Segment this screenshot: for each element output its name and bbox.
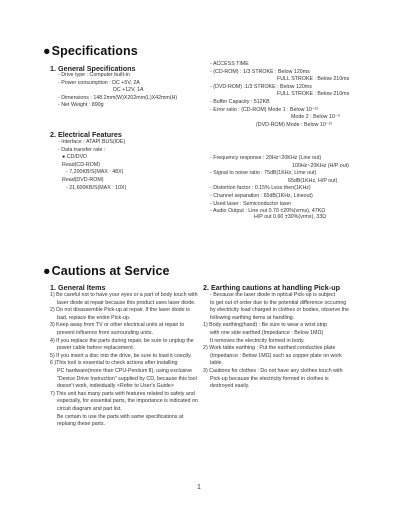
page-number: 1 — [197, 484, 201, 491]
electrical-features-list — [58, 139, 126, 192]
spec-line: - 21,600KB/S(MAX : 10X) — [66, 184, 127, 191]
cautions-title — [43, 264, 170, 278]
audio-specifications-list — [210, 155, 349, 221]
bullet-dot: ● — [43, 44, 51, 58]
spec-line: - Distortion factor : 0.15% Less then(1KHz) — [210, 185, 311, 192]
specifications-title — [43, 44, 138, 58]
spec-line: - Audio Output : Line out 0.70 ±20%(vrms), 47KΩ — [210, 208, 326, 215]
spec-line: (DVD-ROM) Mode : Below 10⁻¹² — [256, 121, 333, 128]
spec-line: - (CD-ROM) : 1/3 STROKE : Below 120ms — [210, 68, 310, 75]
caution-line: following earthing items at handling. — [210, 314, 295, 321]
spec-line: - Channel separation : 65dB(1KHz, Lineout) — [210, 192, 313, 199]
general-items-heading: 1. General Items — [50, 283, 106, 292]
caution-line: bad, replace the entire Pick-up. — [57, 314, 131, 321]
caution-line: Be certain to use the parts with same specifications at — [57, 413, 184, 420]
caution-line: 3) Keep away from TV or other electrical units at repair to — [50, 322, 185, 329]
caution-line: It removes the electricity formed in body. — [210, 337, 305, 344]
caution-line: to get out of order due to the potential difference occurring — [210, 299, 347, 306]
caution-line: 5) If you insert a disc into the drive, be sure to load it coectly. — [50, 352, 192, 359]
caution-line: with one side earthed.(Impedance : Below 1MΩ) — [210, 329, 324, 336]
spec-line: - 7,200KB/S(MAX : 48X) — [66, 169, 124, 176]
general-items-list — [50, 292, 198, 429]
spec-line: - ACCESS TIME — [210, 61, 249, 67]
caution-line: Pick-up because the electricity formed in clothes is — [210, 375, 329, 382]
spec-line: Read(CD-ROM) — [62, 161, 100, 168]
general-specifications-list — [58, 72, 177, 110]
spec-line: - Interface : ATAPI BUS(IDE) — [58, 139, 126, 145]
spec-line: Read(DVD-ROM) — [62, 176, 104, 183]
spec-line: Mode 2 : Below 10⁻⁹ — [291, 114, 340, 121]
caution-line: prevent influence from surrounding units. — [57, 329, 153, 336]
spec-line: FULL STROKE : Below 210ms — [277, 91, 350, 98]
caution-line: laser diode at repair because this product uses laser diode. — [57, 299, 196, 306]
spec-line: FULL STROKE : Below 210ms — [277, 76, 350, 83]
caution-line: (Impedance : Below 1MΩ) such as copper plate on work — [210, 352, 342, 359]
caution-line: replaing these parts. — [57, 421, 105, 428]
spec-line: 100Hz~20KHz (H/P out) — [292, 162, 349, 169]
caution-line: 7) This unit has many parts with features related to safety and — [50, 390, 195, 397]
spec-line: H/P out 0.60 ±30%(vrms), 33Ω — [254, 213, 327, 220]
caution-line: power cable before replacement. — [57, 345, 135, 352]
caution-line: doesn't work, individually <Refer to User's Guide> — [57, 383, 174, 390]
caution-line: circuit diagram and part list. — [57, 405, 122, 412]
spec-line: - (DVD-ROM) :1/3 STROKE : Below 120ms — [210, 83, 312, 90]
caution-line: table. — [210, 360, 223, 367]
caution-line: by electricity load charged in clothes or bodies, observe the — [210, 307, 349, 314]
caution-line: destroyed easily. — [210, 383, 250, 390]
cautions-title-text: Cautions at Service — [51, 264, 170, 278]
caution-line: "Device Drive Instruction" supplied by CD, because this tool — [57, 375, 197, 382]
caution-line: 4) If you replace the parts during repair, be sure to unplug the — [50, 337, 194, 344]
spec-line: 65dB(1KHz, H/P out) — [288, 177, 338, 184]
caution-line: 2) Do not disassemble Pick-up at repair. If the laser diode is — [50, 307, 190, 314]
caution-line: 3) Cautions for clothes : Do not have any clothes touch with — [203, 367, 343, 374]
caution-line: PC hardware(more than CPU-Pentium Ⅱ), using exclusive — [57, 367, 193, 374]
caution-line: 1) Body earthing(hand) : Be sure to wear a wrist strip — [203, 322, 327, 329]
spec-line: - Power consumption : DC +5V, 2A — [58, 79, 140, 86]
spec-line: - Used laser : Semiconductor laser — [210, 200, 292, 207]
spec-line: - Buffer Capacity : 512KB — [210, 98, 270, 105]
spec-line: - Data transfer rate : — [58, 146, 106, 153]
spec-line: ● CD/DVD — [62, 154, 87, 161]
spec-line: - Signal to noise ratio : 75dB(1KHz, Lime out) — [210, 170, 317, 177]
bullet-dot: ● — [43, 264, 51, 278]
spec-line: - Drive type : Computer built-in — [58, 72, 130, 78]
caution-line: 6 )This tool is essential to check actions after installing — [50, 360, 178, 367]
access-time-error-list — [210, 61, 349, 129]
caution-line: - Because the laser diode in optical Pick-up is subject — [210, 292, 336, 298]
earthing-cautions-list — [203, 292, 349, 391]
caution-line: 2) Work table earthing : Put the earthed conductive plate — [203, 345, 336, 352]
caution-line: 1) Be careful not to have your eyes or a part of body touch with — [50, 292, 198, 298]
spec-line: DC +12V, 1A — [113, 87, 144, 94]
electrical-features-heading: 2. Electrical Features — [50, 130, 122, 139]
caution-line: especially, for essential parts, the importance is indicated on — [57, 398, 198, 405]
specifications-title-text: Specifications — [51, 44, 138, 58]
spec-line: - Net Weight : 890g — [58, 102, 104, 109]
spec-line: - Error ratio : (CD-ROM) Mode 1 : Below 10⁻¹² — [210, 106, 319, 113]
earthing-cautions-heading: 2. Earthing cautions at handling Pick-up — [203, 283, 340, 292]
general-specifications-heading: 1. General Specifications — [50, 64, 136, 73]
spec-line: - Frequency response : 20Hz~20KHz (Line out) — [210, 155, 322, 161]
spec-line: - Dimensions : 148.2mm(W)X202mm(L)X42mm(H) — [58, 94, 178, 101]
